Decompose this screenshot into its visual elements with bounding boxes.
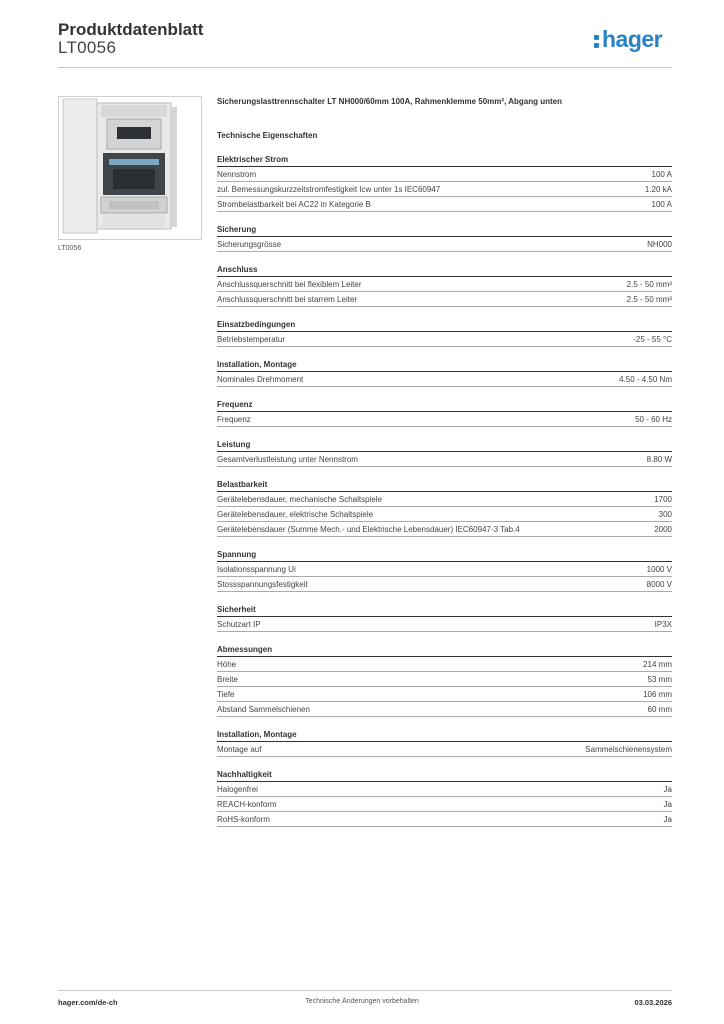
spec-row: [217, 702, 672, 717]
spec-row: [217, 197, 672, 212]
spec-value: 60 mm: [647, 705, 672, 714]
spec-row: [217, 562, 672, 577]
spec-label: RoHS-konform: [217, 815, 270, 824]
spec-value: 1700: [654, 495, 672, 504]
spec-row: [217, 332, 672, 347]
section-heading: Sicherung: [217, 224, 672, 237]
section-heading: Elektrischer Strom: [217, 154, 672, 167]
spec-value: 1.20 kA: [644, 185, 672, 194]
spec-row: [217, 292, 672, 307]
spec-value: 8000 V: [646, 580, 672, 589]
spec-label: Frequenz: [217, 415, 251, 424]
product-code: LT0056: [58, 38, 117, 57]
spec-label: Stossspannungsfestigkeit: [217, 580, 308, 589]
spec-row: [217, 452, 672, 467]
spec-value: Ja: [663, 785, 672, 794]
spec-value: 214 mm: [643, 660, 672, 669]
spec-row: [217, 182, 672, 197]
footer-divider: [58, 990, 672, 991]
features-title: Technische Eigenschaften: [217, 131, 318, 140]
spec-row: [217, 277, 672, 292]
logo-text: hager: [602, 26, 663, 52]
spec-row: [217, 492, 672, 507]
spec-label: Höhe: [217, 660, 237, 669]
spec-label: Sicherungsgrösse: [217, 240, 282, 249]
spec-row: [217, 237, 672, 252]
header-divider: [58, 67, 672, 68]
spec-value: 1000 V: [646, 565, 672, 574]
spec-row: [217, 522, 672, 537]
section-heading: Installation, Montage: [217, 359, 672, 372]
section-heading: Spannung: [217, 549, 672, 562]
spec-row: [217, 657, 672, 672]
spec-value: 8.80 W: [646, 455, 672, 464]
spec-label: Nennstrom: [217, 170, 257, 179]
spec-value: 2000: [654, 525, 672, 534]
spec-label: Abstand Sammelschienen: [217, 705, 310, 714]
section-heading: Frequenz: [217, 399, 672, 412]
section-heading: Installation, Montage: [217, 729, 672, 742]
spec-label: Breite: [217, 675, 238, 684]
spec-value: 106 mm: [643, 690, 672, 699]
spec-row: [217, 167, 672, 182]
section-heading: Leistung: [217, 439, 672, 452]
spec-label: Gesamtverlustleistung unter Nennstrom: [217, 455, 358, 464]
spec-value: 300: [658, 510, 672, 519]
spec-value: 2.5 - 50 mm²: [626, 280, 672, 289]
spec-label: Anschlussquerschnitt bei starrem Leiter: [217, 295, 358, 304]
fuse-switch-icon: [59, 97, 201, 239]
footer-website[interactable]: hager.com/de-ch: [58, 998, 118, 1007]
spec-value: Sammelschienensystem: [585, 745, 672, 754]
spec-row: [217, 742, 672, 757]
hager-logo: [594, 26, 662, 53]
spec-sections: [217, 154, 672, 827]
spec-label: Schutzart IP: [217, 620, 261, 629]
section-heading: Einsatzbedingungen: [217, 319, 672, 332]
spec-value: -25 - 55 °C: [633, 335, 672, 344]
spec-label: Nominales Drehmoment: [217, 375, 304, 384]
spec-value: 100 A: [651, 200, 672, 209]
spec-label: Gerätelebensdauer (Summe Mech.- und Elektrische Lebensdauer) IEC60947-3 Tab.4: [217, 525, 520, 534]
spec-label: Gerätelebensdauer, elektrische Schaltspiele: [217, 510, 374, 519]
spec-label: Anschlussquerschnitt bei flexiblem Leiter: [217, 280, 362, 289]
spec-value: 2.5 - 50 mm²: [626, 295, 672, 304]
spec-row: [217, 577, 672, 592]
spec-label: Gerätelebensdauer, mechanische Schaltspiele: [217, 495, 382, 504]
spec-row: [217, 507, 672, 522]
spec-row: [217, 617, 672, 632]
section-heading: Abmessungen: [217, 644, 672, 657]
spec-value: NH000: [647, 240, 672, 249]
spec-label: Isolationsspannung Ui: [217, 565, 296, 574]
spec-value: 100 A: [651, 170, 672, 179]
spec-label: Betriebstemperatur: [217, 335, 286, 344]
product-image: [58, 96, 202, 240]
spec-value: 53 mm: [647, 675, 672, 684]
spec-label: Tiefe: [217, 690, 235, 699]
spec-row: [217, 812, 672, 827]
footer-notice: Technische Änderungen vorbehalten: [305, 998, 419, 1005]
spec-row: [217, 412, 672, 427]
footer-date: 03.03.2026: [634, 998, 672, 1007]
section-heading: Belastbarkeit: [217, 479, 672, 492]
image-caption: LT0056: [58, 245, 82, 252]
spec-row: [217, 782, 672, 797]
page-title: Produktdatenblatt: [58, 20, 204, 39]
logo-dots-icon: [594, 35, 599, 48]
spec-value: Ja: [663, 800, 672, 809]
spec-content: [217, 96, 672, 827]
spec-value: 50 - 60 Hz: [635, 415, 672, 424]
spec-value: IP3X: [654, 620, 672, 629]
spec-label: REACH-konform: [217, 800, 277, 809]
spec-label: Halogenfrei: [217, 785, 258, 794]
spec-label: Strombelastbarkeit bei AC22 in Kategorie B: [217, 200, 371, 209]
spec-value: Ja: [663, 815, 672, 824]
section-heading: Nachhaltigkeit: [217, 769, 672, 782]
spec-row: [217, 672, 672, 687]
spec-label: zul. Bemessungskurzzeitstromfestigkeit Icw unter 1s IEC60947: [217, 185, 441, 194]
section-heading: Sicherheit: [217, 604, 672, 617]
spec-row: [217, 797, 672, 812]
spec-label: Montage auf: [217, 745, 262, 754]
spec-row: [217, 372, 672, 387]
spec-row: [217, 687, 672, 702]
spec-value: 4.50 - 4.50 Nm: [619, 375, 672, 384]
section-heading: Anschluss: [217, 264, 672, 277]
product-title: Sicherungslasttrennschalter LT NH000/60mm 100A, Rahmenklemme 50mm², Abgang unten: [217, 97, 562, 106]
